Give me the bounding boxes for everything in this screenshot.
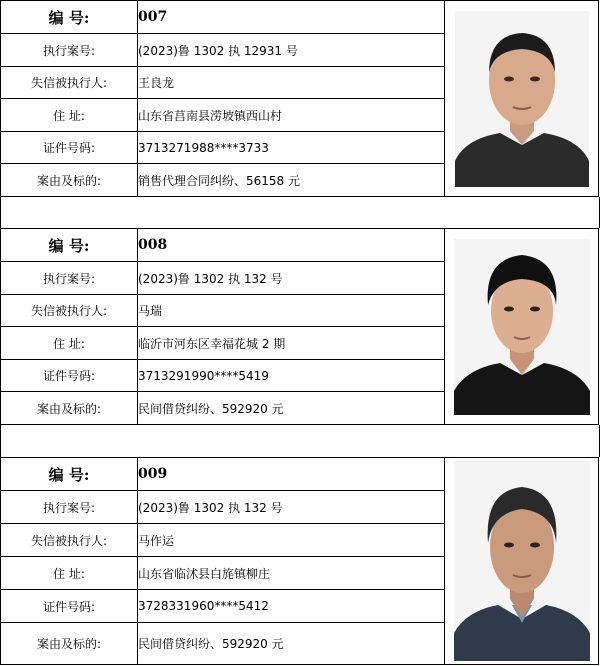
debtor-name-label: 失信被执行人: bbox=[1, 295, 138, 327]
case-number-value: (2023)鲁 1302 执 132 号 bbox=[138, 262, 445, 295]
record-008 bbox=[0, 228, 599, 425]
case-cause-label: 案由及标的: bbox=[1, 623, 138, 665]
debtor-name-label: 失信被执行人: bbox=[1, 524, 138, 557]
record-009 bbox=[0, 457, 599, 665]
number-label: 编 号: bbox=[1, 1, 138, 34]
photo-cell bbox=[445, 1, 599, 197]
address-value: 山东省莒南县涝坡镇西山村 bbox=[138, 99, 445, 132]
id-number-label: 证件号码: bbox=[1, 132, 138, 164]
address-label: 住 址: bbox=[1, 99, 138, 132]
photo-cell bbox=[445, 458, 599, 665]
case-cause-label: 案由及标的: bbox=[1, 164, 138, 197]
record-007 bbox=[0, 0, 599, 197]
debtor-name-value: 马作运 bbox=[138, 524, 445, 557]
number-label: 编 号: bbox=[1, 229, 138, 262]
case-cause-value: 民间借贷纠纷、592920 元 bbox=[138, 392, 445, 425]
portrait-photo bbox=[454, 239, 590, 415]
portrait-photo bbox=[454, 461, 590, 661]
address-label: 住 址: bbox=[1, 327, 138, 360]
id-number-label: 证件号码: bbox=[1, 590, 138, 623]
number-value: 008 bbox=[138, 229, 445, 262]
record-table bbox=[0, 228, 599, 425]
photo-cell bbox=[445, 229, 599, 425]
case-cause-value: 销售代理合同纠纷、56158 元 bbox=[138, 164, 445, 197]
id-number-value: 3713291990****5419 bbox=[138, 360, 445, 392]
case-number-label: 执行案号: bbox=[1, 262, 138, 295]
address-value: 山东省临沭县白旄镇柳庄 bbox=[138, 557, 445, 590]
debtor-name-value: 马瑞 bbox=[138, 295, 445, 327]
address-value: 临沂市河东区幸福花城 2 期 bbox=[138, 327, 445, 360]
case-cause-value: 民间借贷纠纷、592920 元 bbox=[138, 623, 445, 665]
portrait-photo bbox=[455, 11, 589, 187]
number-value: 007 bbox=[138, 1, 445, 34]
case-number-label: 执行案号: bbox=[1, 491, 138, 524]
id-number-value: 3713271988****3733 bbox=[138, 132, 445, 164]
case-number-label: 执行案号: bbox=[1, 34, 138, 67]
case-number-value: (2023)鲁 1302 执 132 号 bbox=[138, 491, 445, 524]
record-table bbox=[0, 0, 599, 197]
debtor-name-value: 王良龙 bbox=[138, 67, 445, 99]
record-table bbox=[0, 457, 599, 665]
case-cause-label: 案由及标的: bbox=[1, 392, 138, 425]
case-number-value: (2023)鲁 1302 执 12931 号 bbox=[138, 34, 445, 67]
record-separator bbox=[0, 197, 600, 228]
address-label: 住 址: bbox=[1, 557, 138, 590]
number-value: 009 bbox=[138, 458, 445, 491]
number-label: 编 号: bbox=[1, 458, 138, 491]
id-number-label: 证件号码: bbox=[1, 360, 138, 392]
record-separator bbox=[0, 425, 600, 457]
debtor-name-label: 失信被执行人: bbox=[1, 67, 138, 99]
id-number-value: 3728331960****5412 bbox=[138, 590, 445, 623]
